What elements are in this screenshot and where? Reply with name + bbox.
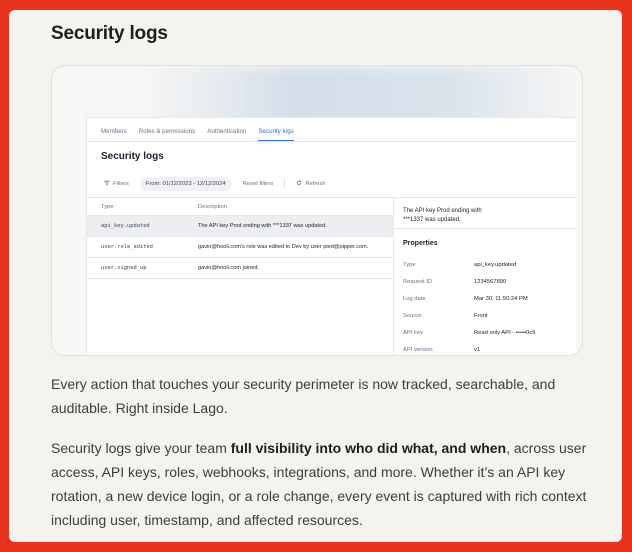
property-row bbox=[395, 256, 576, 273]
property-key: Log date bbox=[403, 295, 426, 302]
property-key: Request ID bbox=[403, 278, 432, 285]
property-value: api_key.updated bbox=[474, 261, 517, 268]
tab-security-logs[interactable]: Security logs bbox=[258, 118, 293, 141]
property-value: 1234567890 bbox=[474, 278, 507, 285]
filter-bar bbox=[101, 175, 329, 192]
filter-icon bbox=[104, 180, 110, 188]
detail-summary-line: ***1337 was updated. bbox=[403, 217, 461, 223]
app-window bbox=[86, 117, 576, 356]
card-title: Security logs bbox=[51, 23, 168, 44]
table-row[interactable] bbox=[87, 237, 393, 258]
tab-roles-permissions[interactable]: Roles & permissions bbox=[138, 128, 196, 135]
tab-members[interactable]: Members bbox=[101, 128, 127, 135]
date-range-chip[interactable]: From: 01/12/2023 - 12/12/2024 bbox=[140, 177, 232, 191]
property-row bbox=[395, 341, 576, 356]
properties-list bbox=[395, 256, 576, 356]
property-value: Front bbox=[474, 312, 488, 319]
property-row bbox=[395, 307, 576, 324]
intro-paragraph: Every action that touches your security perimeter is now tracked, searchable, and auditable. Right inside Lago. bbox=[51, 376, 556, 416]
reset-filters-button[interactable]: Reset filters bbox=[242, 180, 274, 187]
table-header bbox=[87, 198, 393, 216]
properties-title: Properties bbox=[403, 240, 438, 247]
property-value: v1 bbox=[474, 346, 481, 353]
table-row[interactable] bbox=[87, 258, 393, 279]
property-key: Source bbox=[403, 312, 422, 319]
row-type: api_key.updated bbox=[101, 223, 150, 229]
property-value: Mar 30, 11:50:24 PM bbox=[474, 295, 528, 302]
details-text: Security logs give your team bbox=[51, 440, 231, 456]
details-paragraph bbox=[51, 436, 591, 532]
table-row[interactable] bbox=[87, 216, 393, 237]
property-value: Read only API - •••••0c9 bbox=[474, 329, 536, 336]
property-key: API key bbox=[403, 329, 423, 336]
column-header-description: Description bbox=[198, 203, 227, 210]
property-key: API version bbox=[403, 346, 433, 353]
row-type: user.signed_up bbox=[101, 265, 147, 271]
settings-tabs bbox=[87, 118, 576, 142]
details-text: , across user access, API keys, roles, webhooks, integrations, and more. Whether it’s an API key rotation, a new device login, or a role change, every event is captured with rich context including user, timestamp, and affected resources. bbox=[51, 440, 587, 528]
row-description: The API key Prod ending with ***1337 was updated. bbox=[198, 223, 327, 229]
page-title: Security logs bbox=[101, 151, 164, 162]
property-row bbox=[395, 324, 576, 341]
refresh-label: Refresh bbox=[305, 180, 326, 187]
property-row bbox=[395, 273, 576, 290]
column-header-type: Type bbox=[101, 203, 114, 210]
property-row bbox=[395, 290, 576, 307]
details-emphasis: full visibility into who did what, and when bbox=[230, 440, 507, 456]
logs-table bbox=[87, 198, 394, 356]
property-key: Type bbox=[403, 261, 416, 268]
detail-summary bbox=[395, 198, 576, 229]
tab-authentication[interactable]: Authentication bbox=[207, 128, 247, 135]
filters-button[interactable] bbox=[101, 180, 132, 188]
announcement-card bbox=[9, 10, 622, 542]
divider bbox=[284, 178, 285, 189]
row-description: gavin@hooli.com joined. bbox=[198, 265, 260, 271]
row-description: gavin@hooli.com's role was edited to Dev by user pied@pipper.com. bbox=[198, 244, 369, 250]
detail-summary-line: The API key Prod ending with bbox=[403, 208, 482, 214]
row-type: user.role_edited bbox=[101, 244, 153, 250]
refresh-icon bbox=[296, 180, 302, 188]
refresh-button[interactable] bbox=[293, 180, 328, 188]
log-detail-panel bbox=[395, 198, 576, 356]
filters-label: Filters bbox=[113, 180, 129, 187]
product-screenshot bbox=[51, 65, 583, 356]
